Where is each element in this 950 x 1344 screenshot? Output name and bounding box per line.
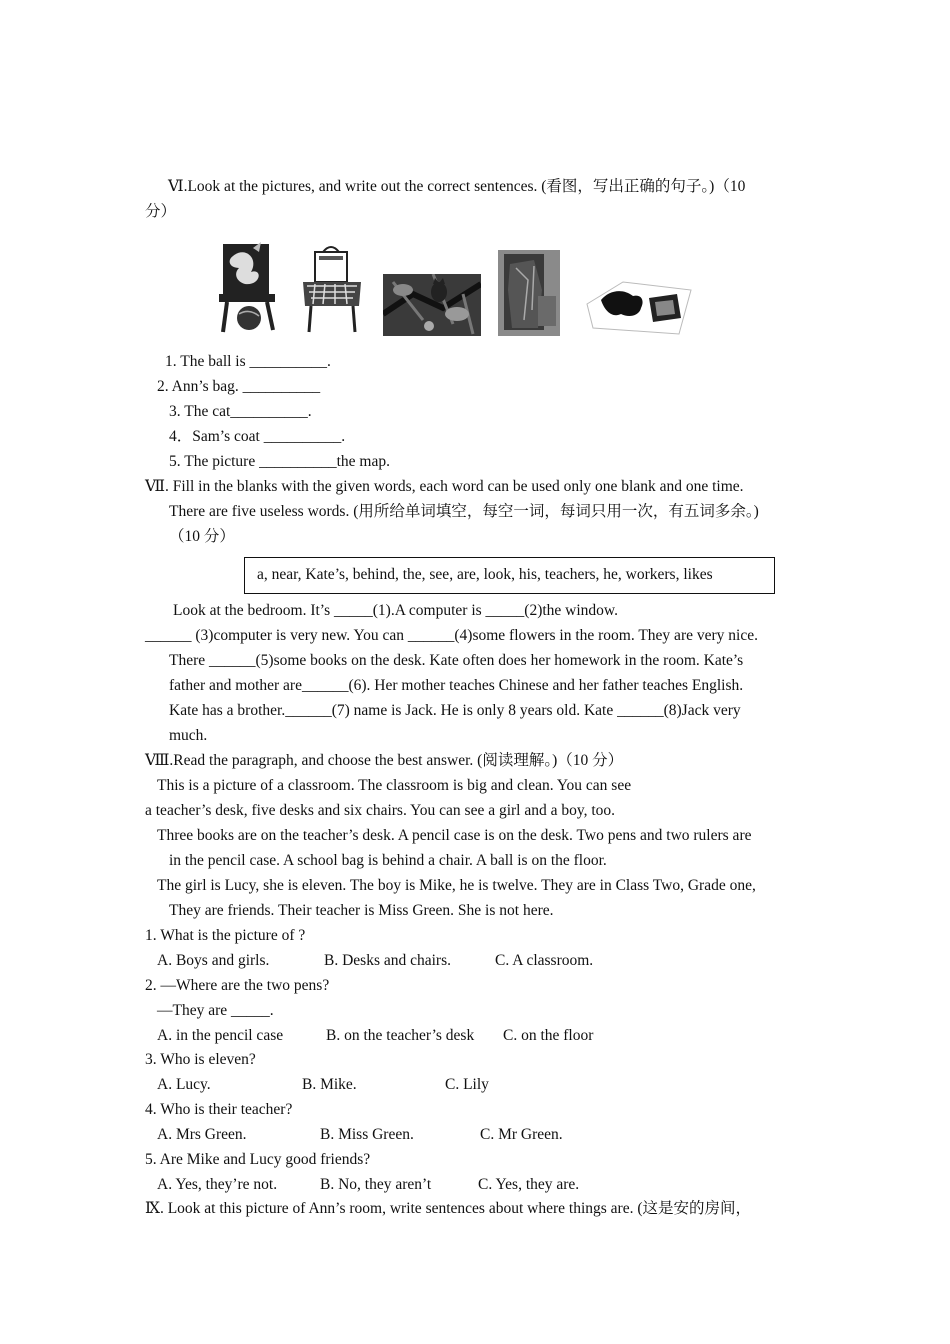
chair-with-ball-icon — [215, 238, 285, 336]
q4-option-a: A. Mrs Green. — [157, 1126, 247, 1143]
q4-option-c: C. Mr Green. — [480, 1126, 563, 1143]
word-box — [244, 557, 775, 594]
passage-line-2: ______ (3)computer is very new. You can ______(4)some flowers in the room. They are very nice. — [145, 627, 758, 644]
q2-option-c: C. on the floor — [503, 1027, 594, 1044]
q3-option-c: C. Lily — [445, 1076, 489, 1093]
section6-item-5: 5. The picture __________the map. — [169, 453, 390, 470]
coat-on-chair-icon — [498, 250, 560, 336]
section6-item-2: 2. Ann’s bag. __________ — [157, 378, 321, 395]
paragraph-line-1: This is a picture of a classroom. The classroom is big and clean. You can see — [157, 777, 632, 794]
q1-option-b: B. Desks and chairs. — [324, 952, 451, 969]
section6-heading-cont: 分） — [145, 203, 177, 220]
q2-option-b: B. on the teacher’s desk — [326, 1027, 475, 1044]
cat-in-tree-icon — [383, 274, 481, 336]
section7-heading: Ⅶ. Fill in the blanks with the given words, each word can be used only one blank and one time. — [145, 478, 744, 495]
picture-row — [215, 238, 695, 340]
passage-line-3: There ______(5)some books on the desk. Kate often does her homework in the room. Kate’s — [169, 652, 744, 669]
paragraph-line-6: They are friends. Their teacher is Miss Green. She is not here. — [169, 902, 554, 919]
section9-heading: Ⅸ. Look at this picture of Ann’s room, write sentences about where things are. (这是安的房间， — [145, 1200, 751, 1217]
question-2-answer-line: —They are _____. — [157, 1002, 274, 1019]
paragraph-line-4: in the pencil case. A school bag is behind a chair. A ball is on the floor. — [169, 852, 607, 869]
q5-option-a: A. Yes, they’re not. — [157, 1176, 278, 1193]
section6-item-4: 4．Sam’s coat __________. — [169, 428, 346, 445]
passage-line-4: father and mother are______(6). Her mother teaches Chinese and her father teaches English. — [169, 677, 744, 694]
word-box-text: a, near, Kate’s, behind, the, see, are, look, his, teachers, he, workers, likes — [257, 566, 713, 583]
paragraph-line-3: Three books are on the teacher’s desk. A pencil case is on the desk. Two pens and two rulers are — [157, 827, 752, 844]
question-4: 4. Who is their teacher? — [145, 1101, 293, 1118]
q5-option-c: C. Yes, they are. — [478, 1176, 580, 1193]
question-3: 3. Who is eleven? — [145, 1051, 256, 1068]
section7-heading-cont: There are five useless words. (用所给单词填空，每空一词，每词只用一次，有五词多余。) — [169, 503, 759, 520]
paragraph-line-5: The girl is Lucy, she is eleven. The boy is Mike, he is twelve. They are in Class Two, Grade one, — [157, 877, 756, 894]
section7-score: （10 分） — [169, 528, 235, 545]
paragraph-line-2: a teacher’s desk, five desks and six chairs. You can see a girl and a boy, too. — [145, 802, 616, 819]
q3-option-a: A. Lucy. — [157, 1076, 211, 1093]
q1-option-c: C. A classroom. — [495, 952, 594, 969]
section6-item-1: 1. The ball is __________. — [165, 353, 331, 370]
passage-line-6: much. — [169, 727, 208, 744]
q3-option-b: B. Mike. — [302, 1076, 357, 1093]
passage-line-5: Kate has a brother.______(7) name is Jack. He is only 8 years old. Kate ______(8)Jack very — [169, 702, 741, 719]
question-5: 5. Are Mike and Lucy good friends? — [145, 1151, 371, 1168]
question-1: 1. What is the picture of ? — [145, 927, 306, 944]
q2-option-a: A. in the pencil case — [157, 1027, 284, 1044]
passage-line-1: Look at the bedroom. It’s _____(1).A computer is _____(2)the window. — [173, 602, 618, 619]
q5-option-b: B. No, they aren’t — [320, 1176, 432, 1193]
section6-heading: Ⅵ.Look at the pictures, and write out the correct sentences. (看图，写出正确的句子。)（10 — [168, 178, 746, 195]
q1-option-a: A. Boys and girls. — [157, 952, 270, 969]
section6-item-3: 3. The cat__________. — [169, 403, 312, 420]
question-2: 2. —Where are the two pens? — [145, 977, 330, 994]
table-with-bag-icon — [301, 242, 363, 336]
q4-option-b: B. Miss Green. — [320, 1126, 414, 1143]
section8-heading: Ⅷ.Read the paragraph, and choose the best answer. (阅读理解。)（10 分） — [145, 752, 624, 769]
map-and-picture-icon — [583, 278, 695, 336]
